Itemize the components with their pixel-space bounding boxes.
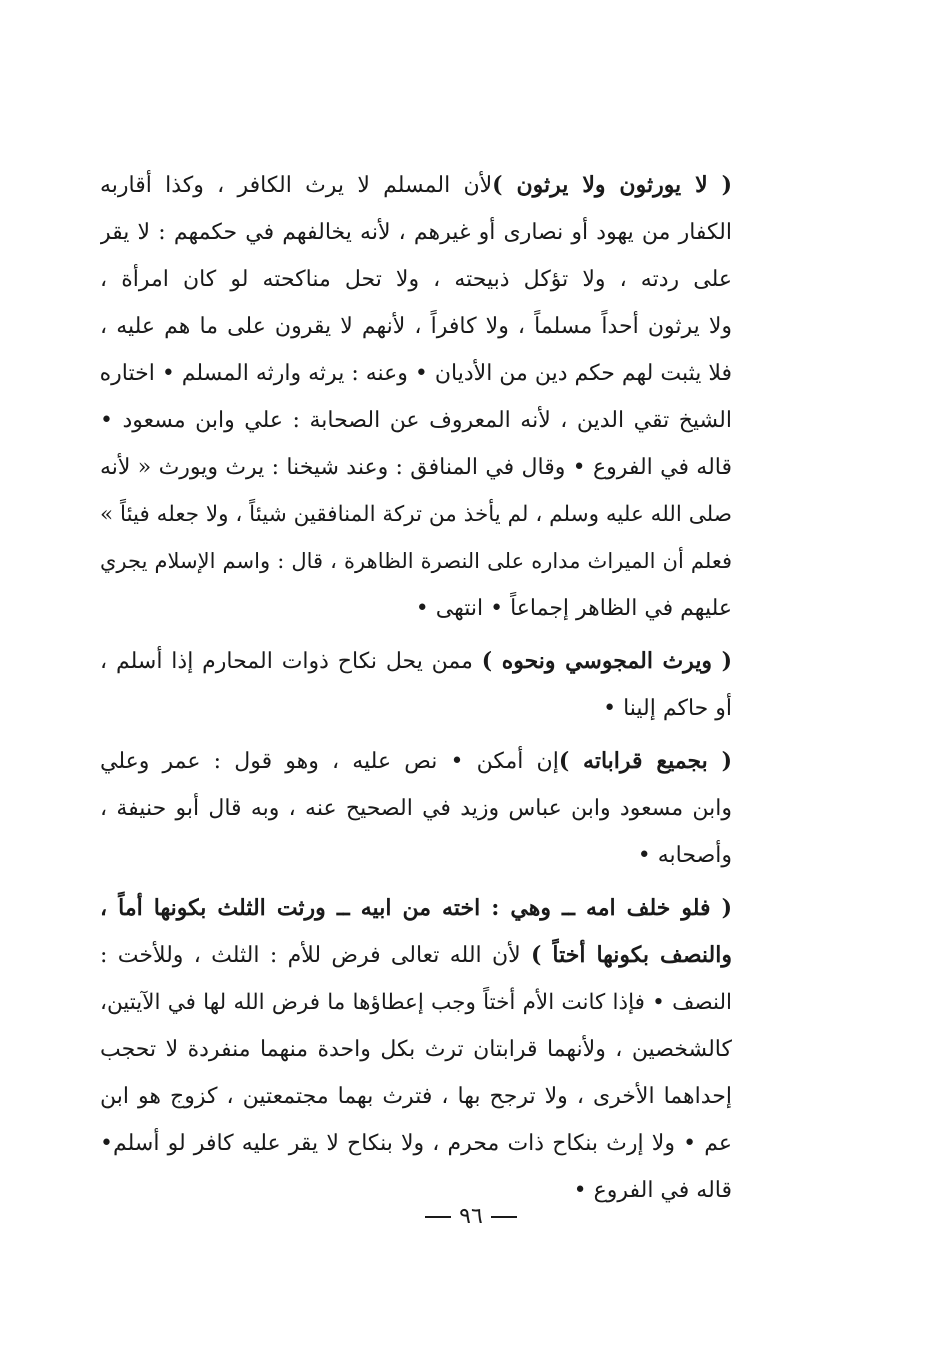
text-line <box>100 444 732 491</box>
text-segment: وابن مسعود وابن عباس وزيد في الصحيح عنه ، وبه قال أبو حنيفة ، <box>100 796 732 821</box>
text-segment: قاله في الفروع • <box>573 1178 732 1203</box>
page-number-area <box>0 1204 942 1229</box>
text-line <box>100 491 732 538</box>
text-segment: أو حاكم إلينا • <box>603 696 732 721</box>
bold-phrase: ( لا يورثون ولا يرثون ) <box>492 172 732 198</box>
paragraph <box>100 162 732 632</box>
page-number-dash-left <box>491 1216 517 1218</box>
text-segment: ولا يرثون أحداً مسلماً ، ولا كافراً ، لأنهم لا يقرون على ما هم عليه ، <box>100 314 732 339</box>
bold-phrase: ( ويرث المجوسي ونحوه ) <box>481 648 732 674</box>
text-segment: لأن الله تعالى فرض للأم : الثلث ، وللأخت : <box>100 943 531 968</box>
text-line <box>100 638 732 685</box>
text-line <box>100 585 732 632</box>
paragraph <box>100 738 732 879</box>
text-segment: لأن المسلم لا يرث الكافر ، وكذا أقاربه <box>100 173 493 198</box>
text-segment: فلا يثبت لهم حكم دين من الأديان • وعنه : يرثه وارثه المسلم • اختاره <box>100 361 732 386</box>
text-line <box>100 1026 732 1073</box>
text-segment: على ردته ، ولا تؤكل ذبيحته ، ولا تحل مناكحته لو كان امرأة ، <box>100 267 732 292</box>
text-segment: صلى الله عليه وسلم ، لم يأخذ من تركة المنافقين شيئاً ، ولا جعله فيئاً » <box>100 502 732 527</box>
text-segment: كالشخصين ، ولأنهما قرابتان ترث بكل واحدة منهما منفردة لا تحجب <box>100 1037 732 1062</box>
text-line <box>100 738 732 785</box>
text-line <box>100 979 732 1026</box>
text-line <box>100 685 732 732</box>
text-segment: فعلم أن الميراث مداره على النصرة الظاهرة ، قال : واسم الإسلام يجري <box>100 549 732 573</box>
page-number: ٩٦ <box>459 1204 483 1229</box>
bold-phrase: والنصف بكونها أختاً ) <box>531 942 732 968</box>
text-line <box>100 832 732 879</box>
paragraph <box>100 885 732 1214</box>
text-line <box>100 538 732 585</box>
text-segment: عم • ولا إرث بنكاح ذات محرم ، ولا بنكاح لا يقر عليه كافر لو أسلم• <box>100 1131 732 1156</box>
text-segment: ممن يحل نكاح ذوات المحارم إذا أسلم ، <box>100 649 482 674</box>
bold-phrase: ( فلو خلف امه ــ وهي : اخته من ابيه ــ ورثت الثلث بكونها أماً ، <box>100 895 732 921</box>
text-line <box>100 350 732 397</box>
text-line <box>100 885 732 932</box>
text-line <box>100 785 732 832</box>
text-line <box>100 1120 732 1167</box>
text-line <box>100 1073 732 1120</box>
text-segment: النصف • فإذا كانت الأم أختاً وجب إعطاؤها ما فرض الله لها في الآيتين، <box>100 990 732 1015</box>
paragraph <box>100 638 732 732</box>
body-text <box>100 162 732 1214</box>
text-segment: عليهم في الظاهر إجماعاً • انتهى • <box>415 596 732 621</box>
text-line <box>100 209 732 256</box>
text-line <box>100 303 732 350</box>
bold-phrase: ( بجميع قراباته ) <box>558 748 732 774</box>
text-line <box>100 397 732 444</box>
page-number-dash-right <box>425 1216 451 1218</box>
text-line <box>100 162 732 209</box>
text-segment: قاله في الفروع • وقال في المنافق : وعند شيخنا : يرث ويورث « لأنه <box>100 455 732 480</box>
text-segment: وأصحابه • <box>637 843 732 868</box>
text-segment: إن أمكن • نص عليه ، وهو قول : عمر وعلي <box>100 749 559 774</box>
text-segment: الكفار من يهود أو نصارى أو غيرهم ، لأنه يخالفهم في حكمهم : لا يقر <box>100 220 732 245</box>
text-segment: إحداهما الأخرى ، ولا ترجح بها ، فترث بهما مجتمعتين ، كزوج هو ابن <box>100 1084 732 1109</box>
text-segment: الشيخ تقي الدين ، لأنه المعروف عن الصحابة : علي وابن مسعود • <box>100 408 732 433</box>
text-line <box>100 256 732 303</box>
text-line <box>100 932 732 979</box>
